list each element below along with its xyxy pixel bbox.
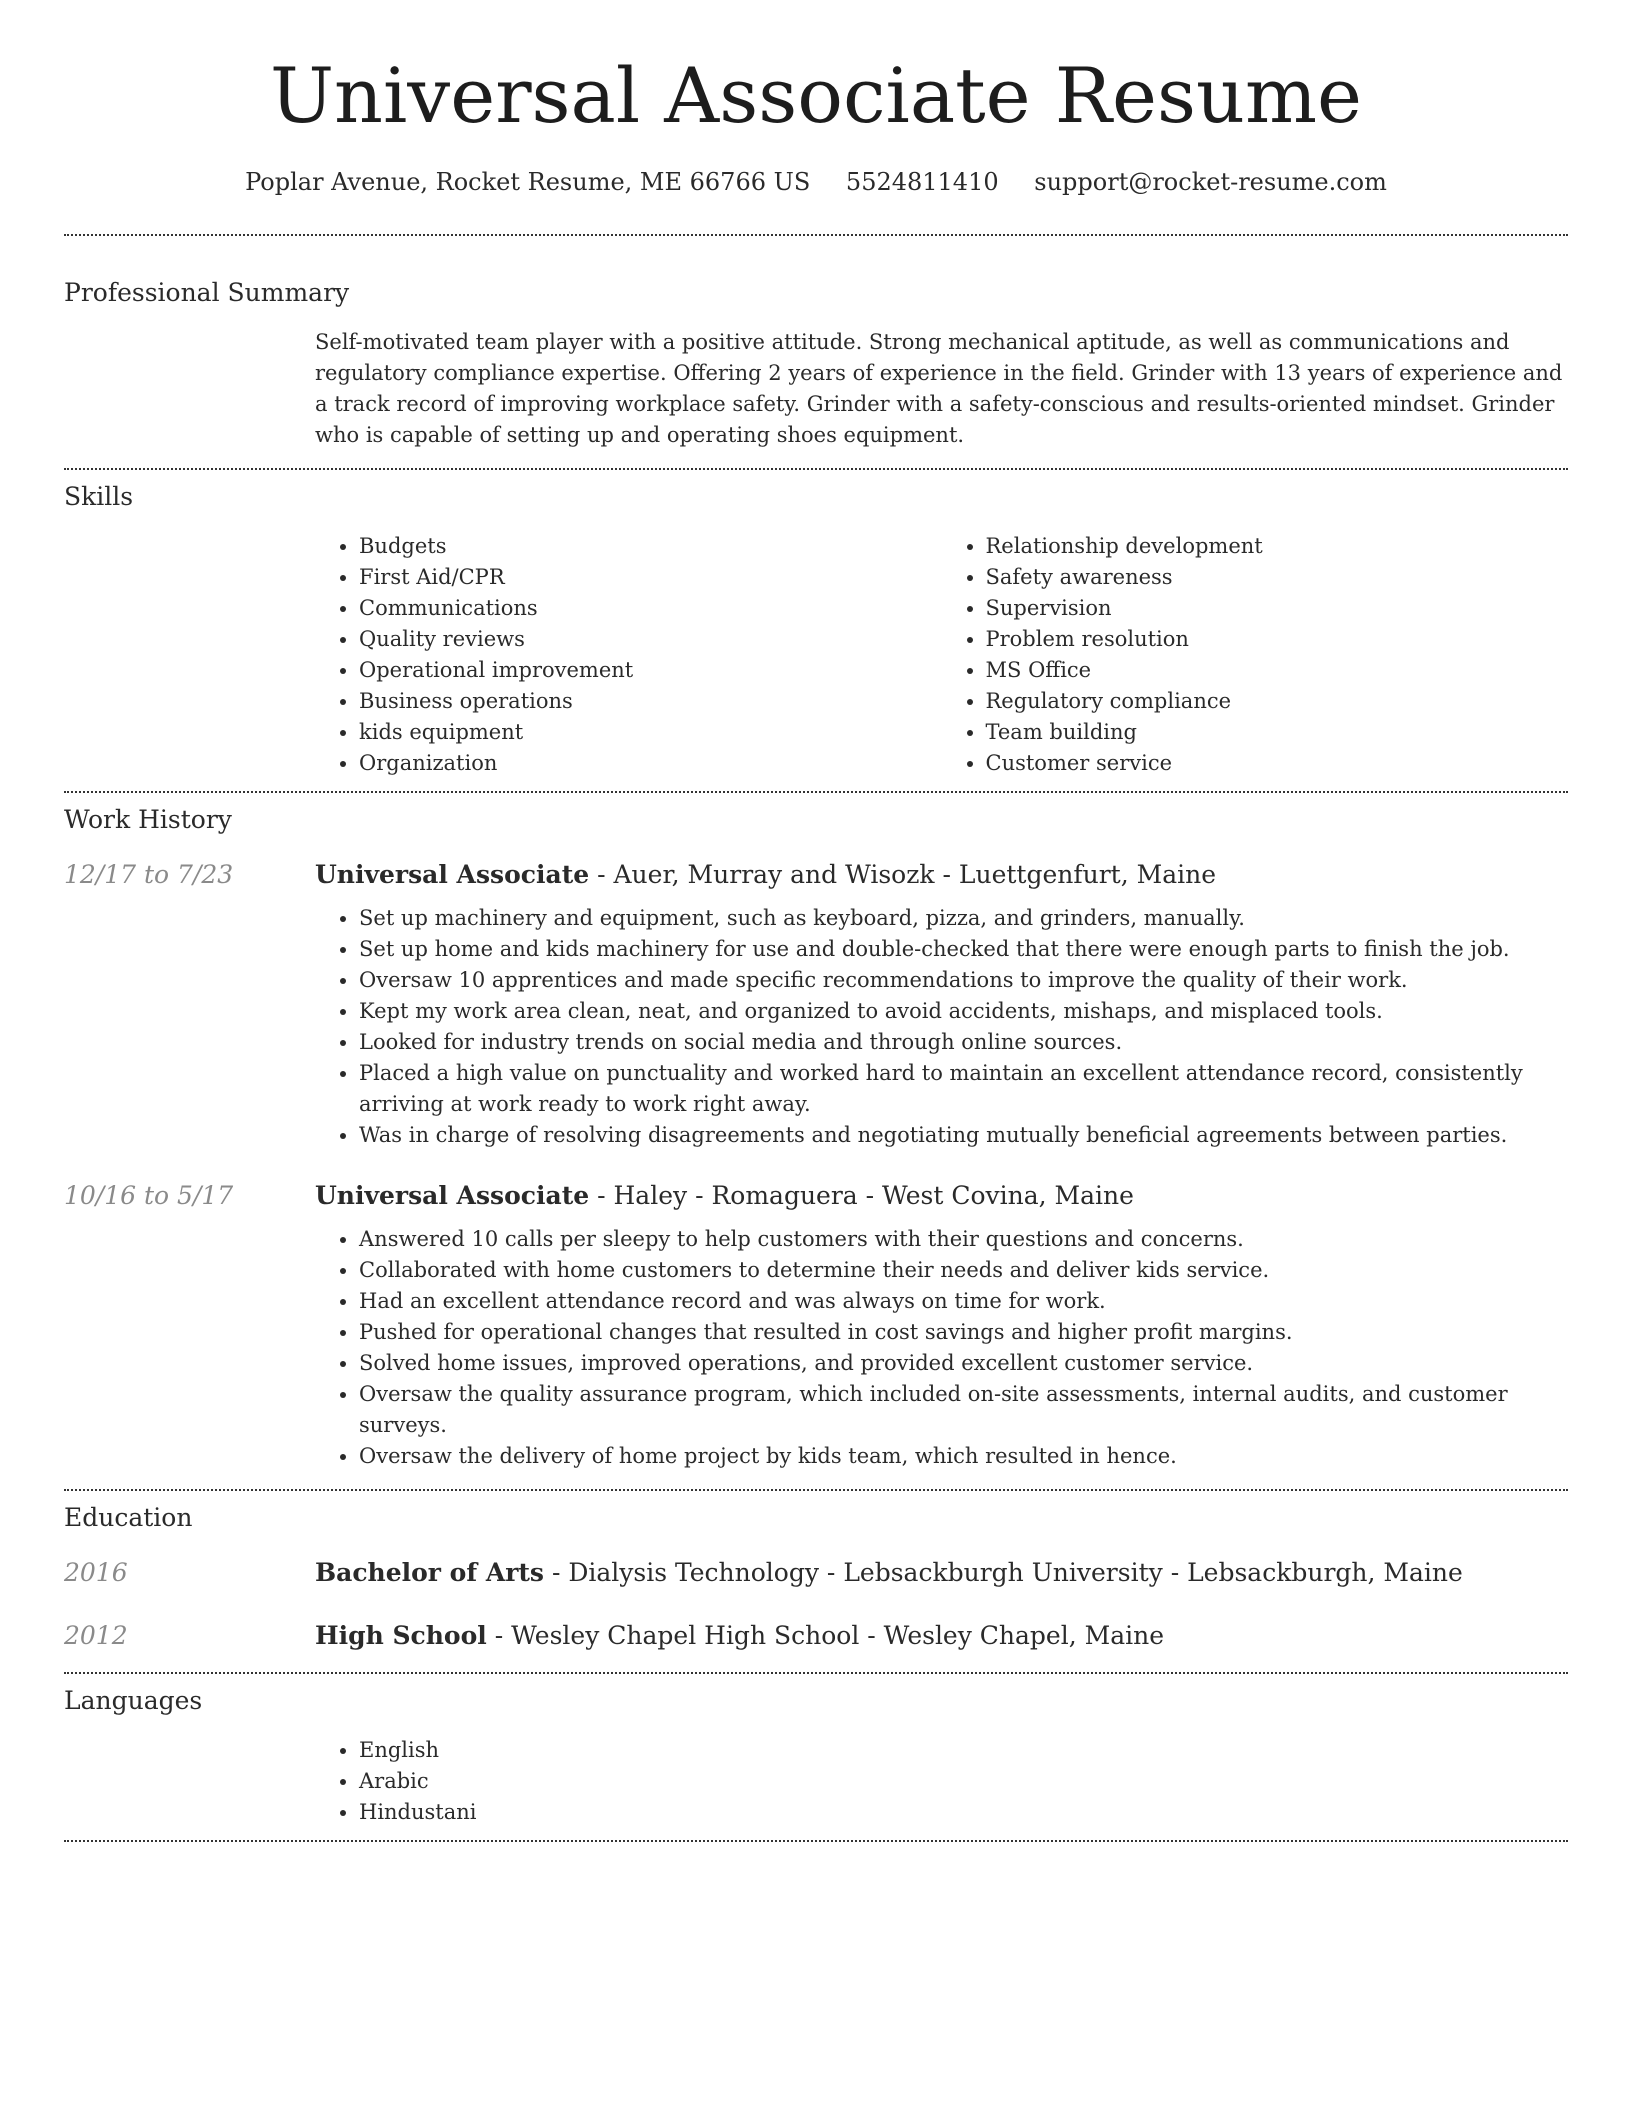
job-bullets: [315, 903, 1568, 1151]
resume-title: Universal Associate Resume: [269, 51, 1363, 140]
resume-page: [64, 0, 1568, 1842]
summary-text: Self-motivated team player with a positive attitude. Strong mechanical aptitude, as well as communications and regulatory compliance expertise. Offering 2 years of experience in the field. Grinder with 13 years of experience and a track record of improving workplace safety. Grinder with a safety-conscious and results-oriented mindset. Grinder who is capable of setting up and operating shoes equipment.: [315, 329, 1563, 447]
job-bullet: • Oversaw the delivery of home project by kids team, which resulted in hence.: [359, 1441, 1568, 1472]
skills-columns: [315, 531, 1568, 779]
job-details: [315, 1224, 1568, 1472]
job-bullet: • Kept my work area clean, neat, and organized to avoid accidents, mishaps, and misplaced tools.: [359, 996, 1568, 1027]
languages-section: [64, 1674, 1568, 1828]
skill-item: • Supervision: [986, 593, 1569, 624]
skill-item: • kids equipment: [359, 717, 942, 748]
education-details: - Dialysis Technology - Lebsackburgh University - Lebsackburgh, Maine: [544, 1557, 1463, 1587]
skills-list-right: [942, 531, 1569, 779]
skill-item: • Organization: [359, 748, 942, 779]
job-bullet: • Answered 10 calls per sleepy to help customers with their questions and concerns.: [359, 1224, 1568, 1255]
education-heading: [315, 1558, 1463, 1587]
job-bullet: • Set up home and kids machinery for use and double-checked that there were enough parts to finish the job.: [359, 934, 1568, 965]
address-text: Poplar Avenue, Rocket Resume, ME 66766 US: [245, 168, 811, 196]
contact-line: [64, 168, 1568, 197]
job-bullet: • Had an excellent attendance record and was always on time for work.: [359, 1286, 1568, 1317]
skill-item: • Operational improvement: [359, 655, 942, 686]
job-bullet: • Placed a high value on punctuality and worked hard to maintain an excellent attendance record, consistently arriving at work ready to work right away.: [359, 1058, 1568, 1120]
job-heading: [315, 1181, 1134, 1210]
job-details: [315, 903, 1568, 1151]
job-bullet: • Solved home issues, improved operations, and provided excellent customer service.: [359, 1348, 1568, 1379]
skill-item: • Communications: [359, 593, 942, 624]
job-employer: - Auer, Murray and Wisozk - Luettgenfurt, Maine: [589, 859, 1216, 889]
job-heading: [315, 860, 1216, 889]
skill-item: • Business operations: [359, 686, 942, 717]
education-heading: [315, 1621, 1164, 1650]
education-section: [64, 1491, 1568, 1650]
skills-list-left: [315, 531, 942, 779]
language-item: • Hindustani: [359, 1797, 1568, 1828]
education-year: 2012: [64, 1620, 128, 1650]
summary-content: [315, 327, 1568, 451]
section-heading-languages: Languages: [64, 1685, 203, 1715]
email-link[interactable]: support@rocket-resume.com: [1034, 168, 1387, 196]
skill-item: • Quality reviews: [359, 624, 942, 655]
work-section: [64, 793, 1568, 1472]
job-bullet: • Set up machinery and equipment, such as keyboard, pizza, and grinders, manually.: [359, 903, 1568, 934]
language-item: • English: [359, 1735, 1568, 1766]
skill-item: • Regulatory compliance: [986, 686, 1569, 717]
skill-item: • Team building: [986, 717, 1569, 748]
job-entry: [64, 860, 1568, 889]
skills-section: [64, 470, 1568, 779]
degree-title: High School: [315, 1620, 487, 1650]
skill-item: • First Aid/CPR: [359, 562, 942, 593]
job-employer: - Haley - Romaguera - West Covina, Maine: [589, 1180, 1134, 1210]
phone-text: 5524811410: [845, 168, 999, 196]
skill-item: • Problem resolution: [986, 624, 1569, 655]
education-details: - Wesley Chapel High School - Wesley Chapel, Maine: [486, 1620, 1165, 1650]
job-bullet: • Was in charge of resolving disagreements and negotiating mutually beneficial agreements between parties.: [359, 1120, 1568, 1151]
job-entry: [64, 1181, 1568, 1210]
skill-item: • Customer service: [986, 748, 1569, 779]
skill-item: • Relationship development: [986, 531, 1569, 562]
job-bullet: • Collaborated with home customers to determine their needs and deliver kids service.: [359, 1255, 1568, 1286]
education-year: 2016: [64, 1557, 128, 1587]
job-bullet: • Oversaw 10 apprentices and made specific recommendations to improve the quality of their work.: [359, 965, 1568, 996]
job-title: Universal Associate: [315, 1180, 590, 1210]
job-title: Universal Associate: [315, 859, 590, 889]
job-dates: 10/16 to 5/17: [64, 1180, 234, 1210]
job-bullets: [315, 1224, 1568, 1472]
job-bullet: • Oversaw the quality assurance program, which included on-site assessments, internal audits, and customer surveys.: [359, 1379, 1568, 1441]
languages-list: [315, 1735, 1568, 1828]
divider: [64, 1840, 1568, 1842]
education-entry: [64, 1558, 1568, 1587]
section-heading-work: Work History: [64, 804, 232, 834]
section-heading-skills: Skills: [64, 481, 134, 511]
section-heading-education: Education: [64, 1502, 193, 1532]
languages-content: [315, 1735, 1568, 1828]
job-dates: 12/17 to 7/23: [64, 859, 234, 889]
education-entry: [64, 1621, 1568, 1650]
skill-item: • MS Office: [986, 655, 1569, 686]
job-bullet: • Looked for industry trends on social media and through online sources.: [359, 1027, 1568, 1058]
summary-section: [64, 236, 1568, 451]
degree-title: Bachelor of Arts: [315, 1557, 545, 1587]
skill-item: • Safety awareness: [986, 562, 1569, 593]
section-heading-summary: Professional Summary: [64, 277, 350, 307]
job-bullet: • Pushed for operational changes that resulted in cost savings and higher profit margins.: [359, 1317, 1568, 1348]
skill-item: • Budgets: [359, 531, 942, 562]
language-item: • Arabic: [359, 1766, 1568, 1797]
